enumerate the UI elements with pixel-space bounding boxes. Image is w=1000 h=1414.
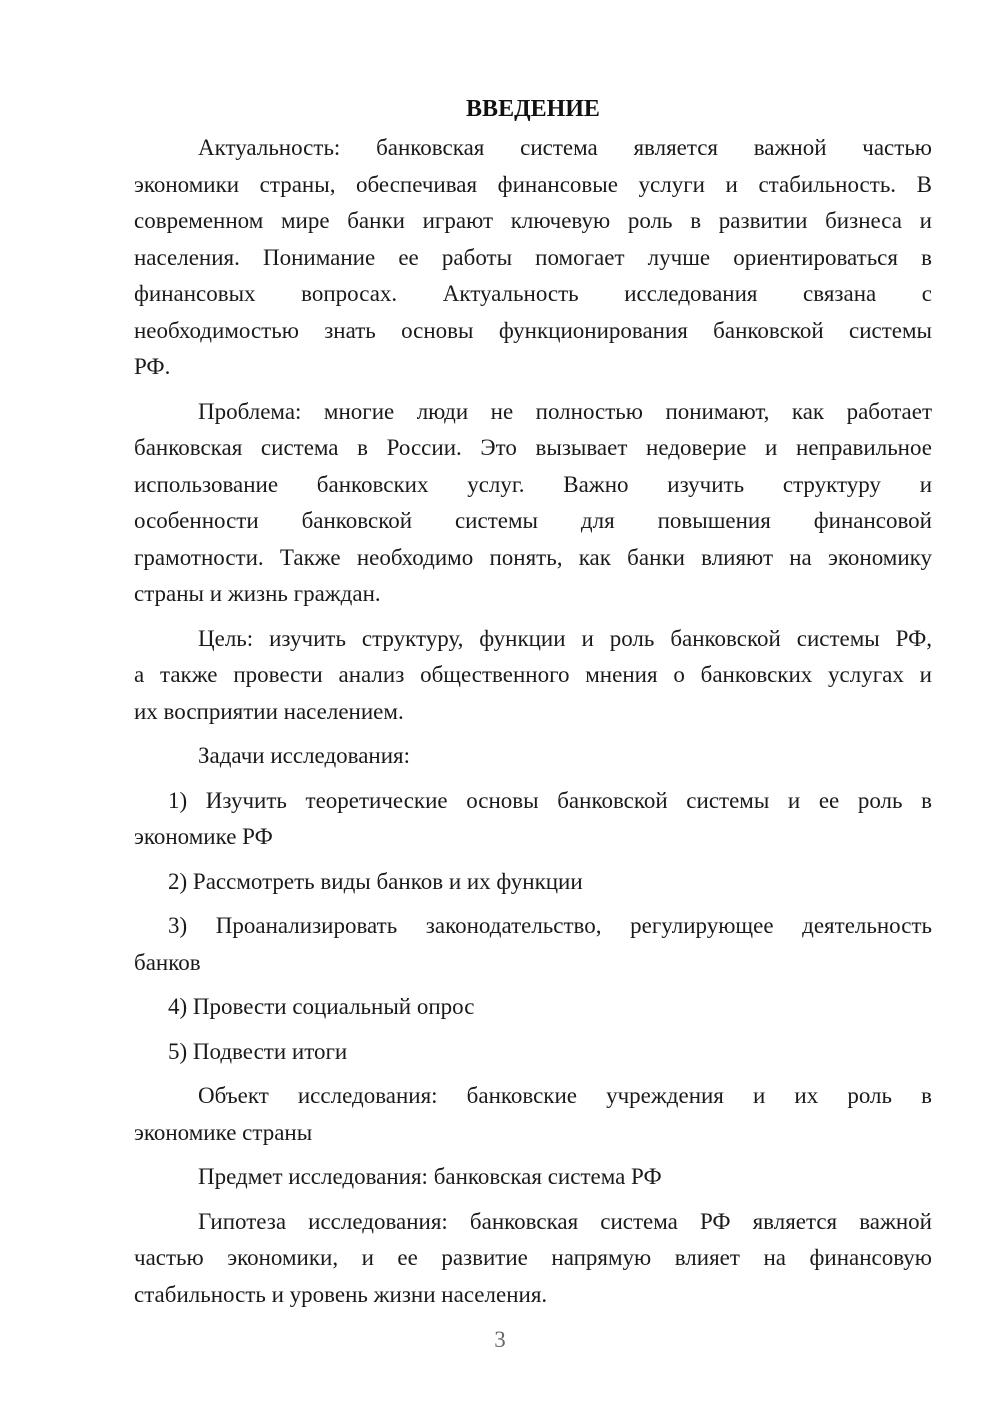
paragraph [134,394,932,613]
text-line: 2) Рассмотреть виды банков и их функции [168,868,583,894]
paragraph [134,130,932,386]
text-line: Предмет исследования: банковская система РФ [198,1164,662,1189]
list-item [134,1034,932,1071]
paragraph [134,1204,932,1314]
list-item [134,908,932,981]
text-line: современном мире банки играют ключевую роль в развитии бизнеса и [134,208,932,233]
document-body [134,130,932,1313]
text-line: Актуальность: банковская система является важной частью [198,135,932,160]
text-line: страны и жизнь граждан. [134,581,381,606]
list-item [134,989,932,1026]
text-line: банков [134,949,201,975]
text-line: банковская система в России. Это вызывает недоверие и неправильное [134,435,932,460]
text-line: населения. Понимание ее работы помогает лучше ориентироваться в [134,244,932,270]
page-number: 3 [494,1327,506,1352]
page-title: ВВЕДЕНИЕ [466,96,600,122]
text-line: 1) Изучить теоретические основы банковской системы и ее роль в [168,787,932,813]
text-line: экономике РФ [134,824,273,849]
paragraph [134,1078,932,1151]
text-line: использование банковских услуг. Важно изучить структуру и [134,471,932,497]
text-line: особенности банковской системы для повышения финансовой [134,508,932,533]
paragraph [134,1159,932,1196]
text-line: грамотности. Также необходимо понять, как банки влияют на экономику [134,544,932,570]
text-line: Цель: изучить структуру, функции и роль банковской системы РФ, [198,625,932,651]
text-line: экономики страны, обеспечивая финансовые услуги и стабильность. В [134,171,932,197]
text-line: 3) Проанализировать законодательство, регулирующее деятельность [168,913,932,938]
paragraph [134,621,932,731]
text-line: а также провести анализ общественного мнения о банковских услугах и [134,662,932,687]
list-item [134,783,932,856]
text-line: Проблема: многие люди не полностью понимают, как работает [198,398,932,424]
text-line: стабильность и уровень жизни населения. [134,1281,548,1307]
text-block [134,94,932,1313]
text-line: экономике страны [134,1119,313,1145]
text-line: финансовых вопросах. Актуальность исследования связана с [134,281,932,306]
text-line: частью экономики, и ее развитие напрямую влияет на финансовую [134,1245,932,1270]
list-item [134,864,932,901]
text-line: их восприятии населением. [134,698,404,724]
text-line: Задачи исследования: [198,743,411,768]
text-line: 5) Подвести итоги [168,1038,348,1064]
paragraph [134,738,932,775]
text-line: 4) Провести социальный опрос [168,994,475,1019]
text-line: необходимостью знать основы функционирования банковской системы [134,317,932,343]
text-line: Объект исследования: банковские учреждения и их роль в [198,1083,932,1108]
text-line: РФ. [134,354,171,379]
text-line: Гипотеза исследования: банковская система РФ является важной [198,1208,932,1234]
